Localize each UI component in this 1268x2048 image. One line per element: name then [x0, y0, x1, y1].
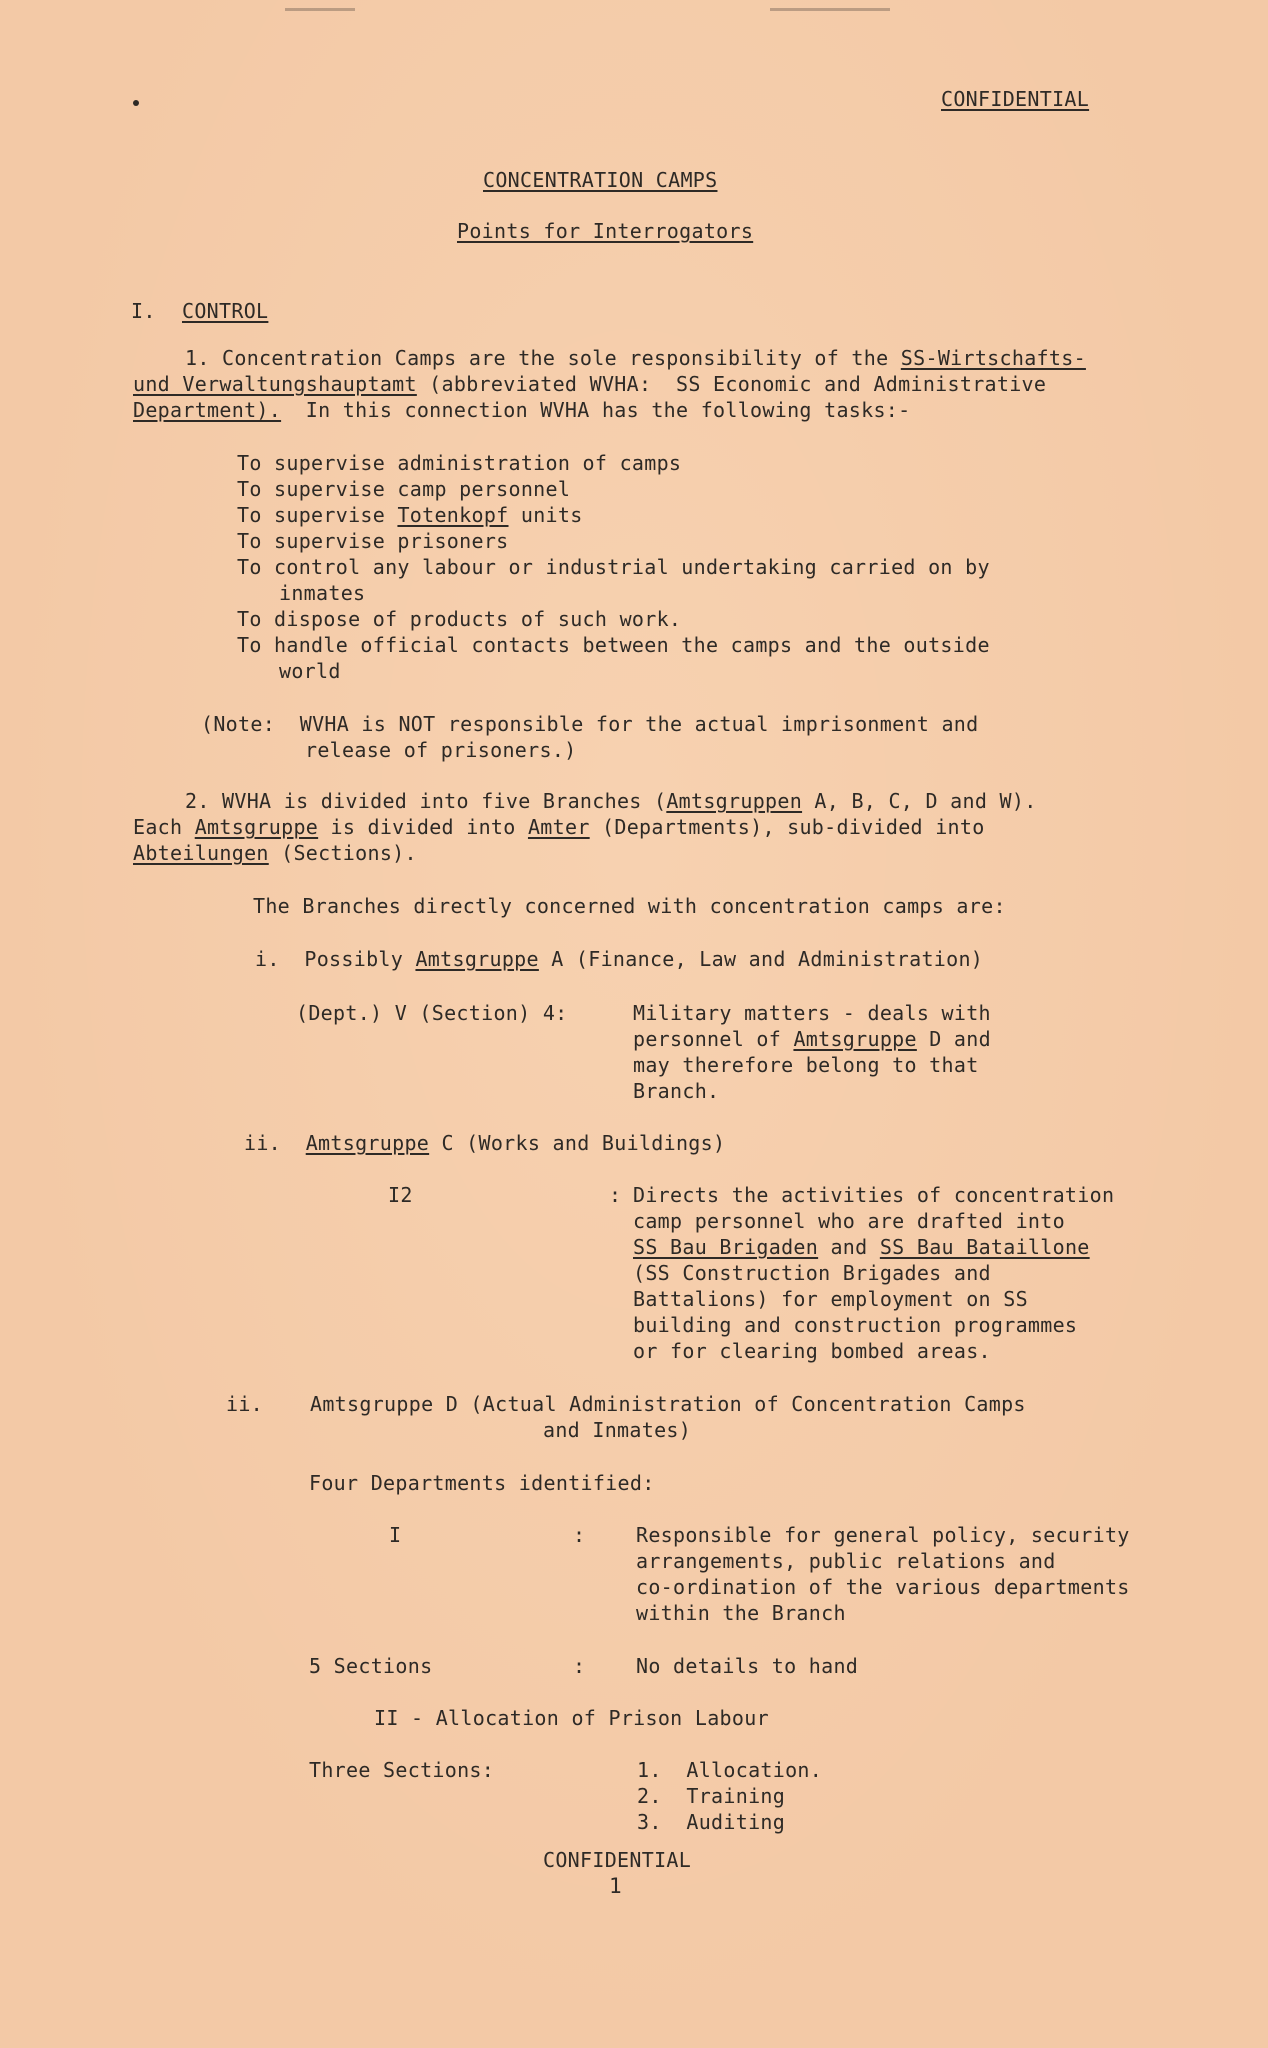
task-item: To dispose of products of such work.: [237, 607, 682, 631]
section-heading: CONTROL: [182, 299, 269, 323]
branch-ii-desc: or for clearing bombed areas.: [633, 1339, 991, 1363]
section-item: 2. Training: [637, 1784, 786, 1808]
branch-ii-desc: camp personnel who are drafted into: [633, 1209, 1065, 1233]
branch-ii-dept: I2: [388, 1183, 413, 1207]
task-item: To control any labour or industrial undertaking carried on by: [237, 555, 990, 579]
task-item: To supervise prisoners: [237, 529, 509, 553]
dept-i-desc: arrangements, public relations and: [636, 1549, 1056, 1573]
branch-iii-heading-cont: and Inmates): [543, 1418, 692, 1442]
header-classification: CONFIDENTIAL: [941, 87, 1090, 111]
top-smudge: [285, 8, 355, 11]
dept-i-desc: within the Branch: [636, 1601, 846, 1625]
note-line1: (Note: WVHA is NOT responsible for the actual imprisonment and: [201, 712, 979, 736]
section-number: I.: [131, 299, 156, 323]
four-departments-label: Four Departments identified:: [309, 1471, 655, 1495]
section-item: 1. Allocation.: [637, 1758, 823, 1782]
sections-colon: :: [573, 1654, 586, 1678]
branch-ii-desc: Directs the activities of concentration: [633, 1183, 1115, 1207]
branch-ii-desc: building and construction programmes: [633, 1313, 1078, 1337]
page-number: 1: [609, 1874, 622, 1898]
branch-i-desc: Branch.: [633, 1079, 720, 1103]
branch-iii-num: ii.: [226, 1392, 264, 1416]
document-subtitle: Points for Interrogators: [457, 219, 754, 243]
branches-intro: The Branches directly concerned with concentration camps are:: [253, 894, 1006, 918]
task-item: To supervise administration of camps: [237, 451, 682, 475]
sections-label: 5 Sections: [309, 1654, 433, 1678]
branch-i-desc: may therefore belong to that: [633, 1053, 979, 1077]
task-item: To supervise Totenkopf units: [237, 503, 583, 527]
task-item-cont: world: [279, 659, 341, 683]
section-item: 3. Auditing: [637, 1810, 786, 1834]
punch-mark: [133, 100, 139, 106]
branch-iii-heading: Amtsgruppe D (Actual Administration of Concentration Camps: [310, 1392, 1026, 1416]
para1-line1: 1. Concentration Camps are the sole responsibility of the SS-Wirtschafts-: [185, 346, 1086, 370]
para1-line2: und Verwaltungshauptamt (abbreviated WVHA: SS Economic and Administrative: [133, 372, 1047, 396]
dept-i-desc: Responsible for general policy, security: [636, 1523, 1130, 1547]
branch-ii-desc: (SS Construction Brigades and: [633, 1261, 991, 1285]
dept-ii-heading: II - Allocation of Prison Labour: [374, 1706, 769, 1730]
branch-i-desc: Military matters - deals with: [633, 1001, 991, 1025]
dept-i-colon: :: [573, 1523, 586, 1547]
branch-ii-desc: SS Bau Brigaden and SS Bau Bataillone: [633, 1235, 1090, 1259]
para2-line3: Abteilungen (Sections).: [133, 841, 417, 865]
sections-desc: No details to hand: [636, 1654, 859, 1678]
para1-line3: Department). In this connection WVHA has the following tasks:-: [133, 398, 911, 422]
task-item: To handle official contacts between the camps and the outside: [237, 633, 990, 657]
dept-i-label: I: [389, 1523, 402, 1547]
task-item: To supervise camp personnel: [237, 477, 571, 501]
task-item-cont: inmates: [279, 581, 366, 605]
branch-i-dept: (Dept.) V (Section) 4:: [296, 1001, 568, 1025]
note-line2: release of prisoners.): [305, 738, 577, 762]
para2-line2: Each Amtsgruppe is divided into Amter (Departments), sub-divided into: [133, 815, 985, 839]
para2-line1: 2. WVHA is divided into five Branches (Amtsgruppen A, B, C, D and W).: [185, 789, 1037, 813]
branch-i-heading: i. Possibly Amtsgruppe A (Finance, Law and Administration): [255, 947, 984, 971]
branch-ii-desc: Battalions) for employment on SS: [633, 1287, 1028, 1311]
branch-i-desc: personnel of Amtsgruppe D and: [633, 1027, 991, 1051]
document-title: CONCENTRATION CAMPS: [483, 168, 718, 192]
branch-ii-colon: :: [609, 1183, 622, 1207]
dept-i-desc: co-ordination of the various departments: [636, 1575, 1130, 1599]
top-smudge: [770, 8, 890, 11]
footer-classification: CONFIDENTIAL: [543, 1848, 692, 1872]
branch-ii-heading: ii. Amtsgruppe C (Works and Buildings): [244, 1131, 726, 1155]
three-sections-label: Three Sections:: [309, 1758, 495, 1782]
